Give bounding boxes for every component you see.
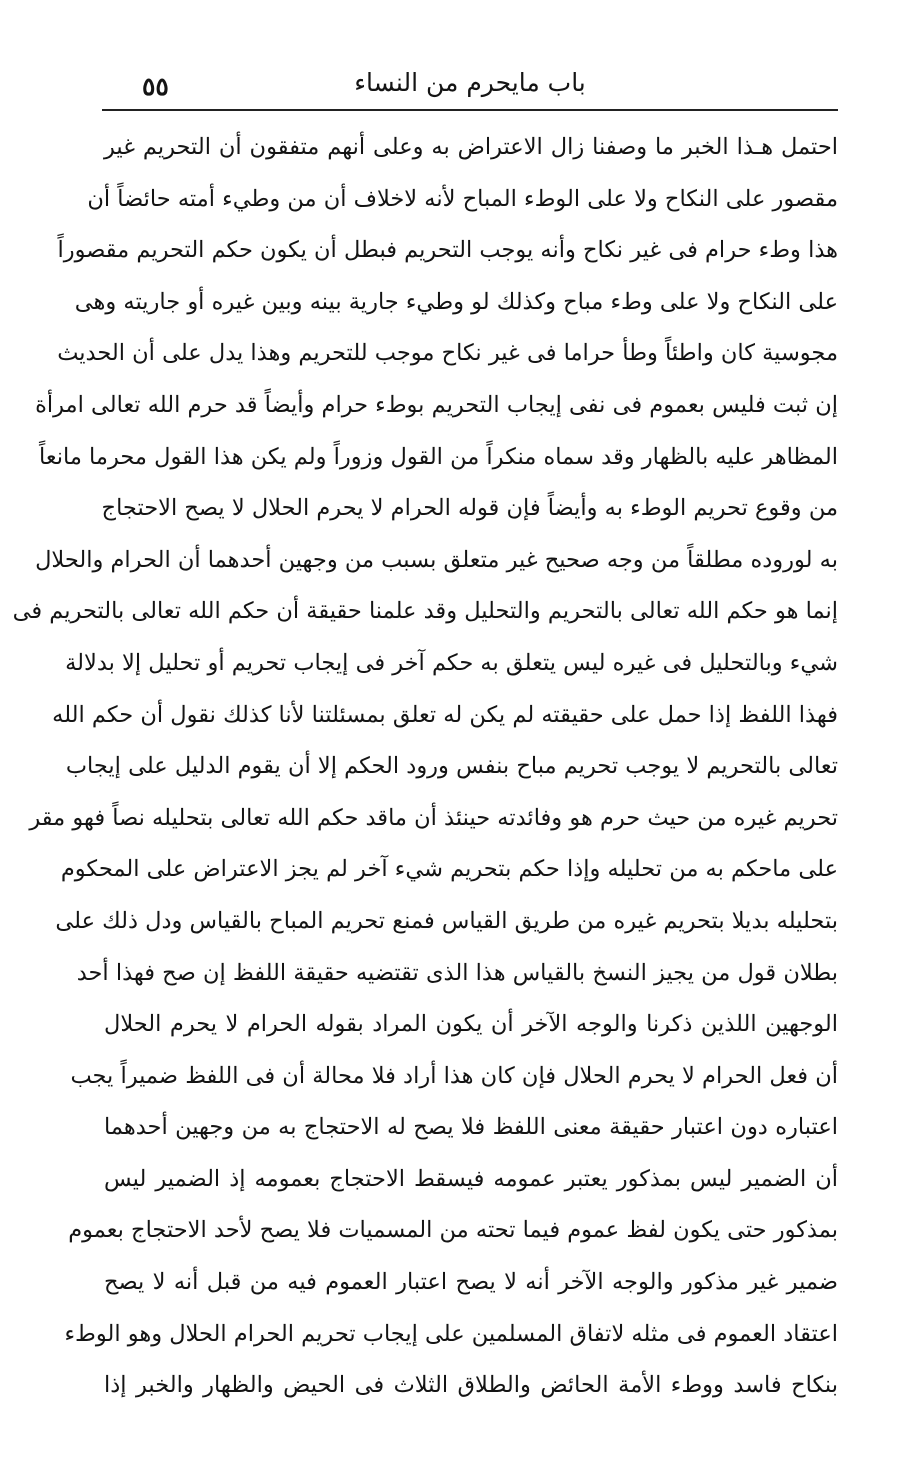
text-line: من وقوع تحريم الوطء به وأيضاً فإن قوله الحرام لا يحرم الحلال لا يصح الاحتجاج <box>101 495 838 522</box>
text-line: أن فعل الحرام لا يحرم الحلال فإن كان هذا أراد فلا محالة أن فى اللفظ ضميراً يجب <box>70 1062 838 1089</box>
text-line: مقصور على النكاح ولا على الوطء المباح لأنه لاخلاف أن من وطيء أمته حائضاً أن <box>87 185 838 212</box>
text-line: فهذا اللفظ إذا حمل على حقيقته لم يكن له تعلق بمسئلتنا لأنا كذلك نقول أن حكم الله <box>52 701 838 728</box>
text-line: شيء وبالتحليل فى غيره ليس يتعلق به حكم آخر فى إيجاب تحريم أو تحليل إلا بدلالة <box>65 649 838 676</box>
text-line: تحريم غيره من حيث حرم هو وفائدته حينئذ أن ماقد حكم الله تعالى بتحليله نصاً فهو مقر <box>29 804 838 831</box>
body-text <box>12 122 838 1412</box>
text-line: اعتقاد العموم فى مثله لاتفاق المسلمين على إيجاب تحريم الحرام الحلال وهو الوطء <box>64 1320 838 1347</box>
text-line: اعتباره دون اعتبار حقيقة معنى اللفظ فلا يصح له الاحتجاج به من وجهين أحدهما <box>104 1114 838 1141</box>
header-rule <box>102 109 838 111</box>
text-line: بمذكور حتى يكون لفظ عموم فيما تحته من المسميات فلا يصح لأحد الاحتجاج بعموم <box>68 1217 838 1244</box>
page-header <box>100 56 840 106</box>
text-line: على ماحكم به من تحليله وإذا حكم بتحريم شيء آخر لم يجز الاعتراض على المحكوم <box>60 856 838 883</box>
text-line: احتمل هـذا الخبر ما وصفنا زال الاعتراض به وعلى أنهم متفقون أن التحريم غير <box>104 134 838 160</box>
text-line: المظاهر عليه بالظهار وقد سماه منكراً من القول وزوراً ولم يكن هذا القول محرما مانعاً <box>39 443 838 470</box>
text-line: ضمير غير مذكور والوجه الآخر أنه لا يصح اعتبار العموم فيه من قبل أنه لا يصح <box>104 1269 838 1296</box>
text-line: على النكاح ولا على وطء مباح وكذلك لو وطيء جارية بينه وبين غيره أو جاريته وهى <box>74 288 838 315</box>
text-line: بنكاح فاسد ووطء الأمة الحائض والطلاق الثلاث فى الحيض والظهار والخبر إذا <box>104 1372 838 1399</box>
text-line: إن ثبت فليس بعموم فى نفى إيجاب التحريم بوطء حرام وأيضاً قد حرم الله تعالى امرأة <box>35 391 838 418</box>
text-line: بطلان قول من يجيز النسخ بالقياس هذا الذى تقتضيه حقيقة اللفظ إن صح فهذا أحد <box>76 959 838 986</box>
text-line: أن الضمير ليس بمذكور يعتبر عمومه فيسقط الاحتجاج بعمومه إذ الضمير ليس <box>104 1165 838 1192</box>
text-line: تعالى بالتحريم لا يوجب تحريم مباح بنفس ورود الحكم إلا أن يقوم الدليل على إيجاب <box>65 753 838 780</box>
text-line: به لوروده مطلقاً من وجه صحيح غير متعلق بسبب من وجهين أحدهما أن الحرام والحلال <box>35 546 838 573</box>
text-line: مجوسية كان واطئاً وطأ حراما فى غير نكاح موجب للتحريم وهذا يدل على أن الحديث <box>57 340 838 367</box>
text-line: الوجهين اللذين ذكرنا والوجه الآخر أن يكون المراد بقوله الحرام لا يحرم الحلال <box>104 1011 838 1038</box>
text-line: إنما هو حكم الله تعالى بالتحريم والتحليل وقد علمنا حقيقة أن حكم الله تعالى بالتحريم فى <box>12 598 838 625</box>
page-number: ٥٥ <box>142 72 169 101</box>
text-line: بتحليله بديلا بتحريم غيره من طريق القياس فمنع تحريم المباح بالقياس ودل ذلك على <box>55 907 838 934</box>
running-title: باب مايحرم من النساء <box>354 68 586 97</box>
text-line: هذا وطء حرام فى غير نكاح وأنه يوجب التحريم فبطل أن يكون حكم التحريم مقصوراً <box>57 237 838 264</box>
